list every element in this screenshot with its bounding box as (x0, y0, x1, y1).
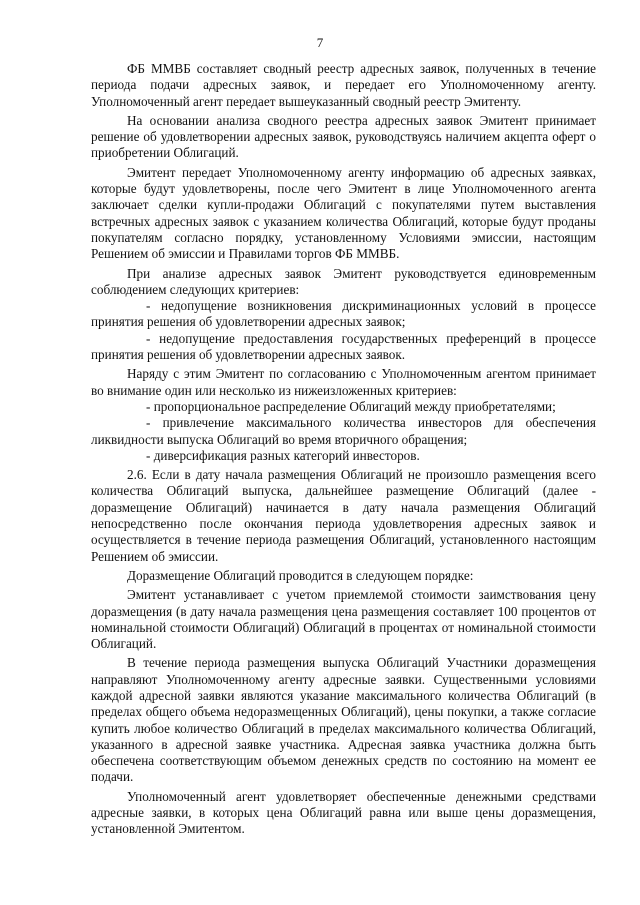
paragraph-criteria-intro: При анализе адресных заявок Эмитент руководствуется единовременным соблюдением следующих критериев: (91, 265, 596, 297)
criteria-item-no-discrimination: - недопущение возникновения дискриминационных условий в процессе принятия решения об удовлетворении адресных заявок; (91, 298, 596, 330)
paragraph-section-2-6: 2.6. Если в дату начала размещения Облигаций не произошло размещения всего количества Облигаций выпуска, дальнейшее размещение Облигаций (далее - доразмещение Облигаций) начинается в дату начала размещения Облигаций непосредственно после окончания периода удовлетворения адресных заявок и осуществляется в течение периода размещения Облигаций, установленного настоящим Решением об эмиссии. (91, 467, 596, 564)
paragraph-additional-placement-order: Доразмещение Облигаций проводится в следующем порядке: (127, 567, 474, 583)
paragraph-agent-satisfies-orders: Уполномоченный агент удовлетворяет обеспеченные денежными средствами адресные заявки, в которых цена Облигаций равна или выше цены доразмещения, установленной Эмитентом. (91, 788, 596, 837)
criteria-item-max-investors: - привлечение максимального количества инвесторов для обеспечения ликвидности выпуска Облигаций во время вторичного обращения; (91, 415, 596, 447)
page-number: 7 (316, 35, 324, 50)
paragraph-additional-criteria-intro: Наряду с этим Эмитент по согласованию с Уполномоченным агентом принимает во внимание один или несколько из нижеизложенных критериев: (91, 366, 596, 398)
paragraph-purchase-deals: Эмитент передает Уполномоченному агенту информацию об адресных заявках, которые будут удовлетворены, после чего Эмитент в лице Уполномоченного агента заключает сделки купли-продажи Облигаций с покупателями путем выставления встречных адресных заявок с указанием количества Облигаций, которые будут проданы покупателям согласно порядку, установленному Условиями эмиссии, настоящим Решением об эмиссии и Правилами торгов ФБ ММВБ. (91, 164, 596, 262)
paragraph-placement-price: Эмитент устанавливает с учетом приемлемой стоимости заимствования цену доразмещения (в дату начала размещения цена размещения составляет 100 процентов от номинальной стоимости Облигаций) Облигаций в процентах от номинальной стоимости Облигаций. (91, 587, 596, 652)
document-body (91, 61, 596, 841)
scan-artifact (482, 896, 632, 902)
criteria-item-no-preferences: - недопущение предоставления государственных преференций в процессе принятия решения об удовлетворении адресных заявок. (91, 330, 596, 363)
criteria-item-diversification: - диверсификация разных категорий инвесторов. (146, 447, 420, 463)
criteria-item-proportional: - пропорциональное распределение Облигаций между приобретателями; (146, 398, 556, 414)
paragraph-acceptance-decision: На основании анализа сводного реестра адресных заявок Эмитент принимает решение об удовлетворении адресных заявок, руководствуясь наличием акцепта оферт о приобретении Облигаций. (91, 112, 596, 161)
paragraph-address-orders: В течение периода размещения выпуска Облигаций Участники доразмещения направляют Уполномоченному агенту адресные заявки. Существенными условиями каждой адресной заявки являются указание максимального количества Облигаций (в пределах общего объема недоразмещенных Облигаций), цены покупки, а также согласие купить любое количество Облигаций в пределах максимального количества Облигаций, указанного в адресной заявке участника. Адресная заявка участника должна быть обеспечена соответствующим объемом денежных средств по состоянию на момент ее подачи. (91, 655, 596, 785)
paragraph-consolidated-register: ФБ ММВБ составляет сводный реестр адресных заявок, полученных в течение периода подачи адресных заявок, и передает его Уполномоченному агенту. Уполномоченный агент передает вышеуказанный сводный реестр Эмитенту. (91, 61, 596, 109)
